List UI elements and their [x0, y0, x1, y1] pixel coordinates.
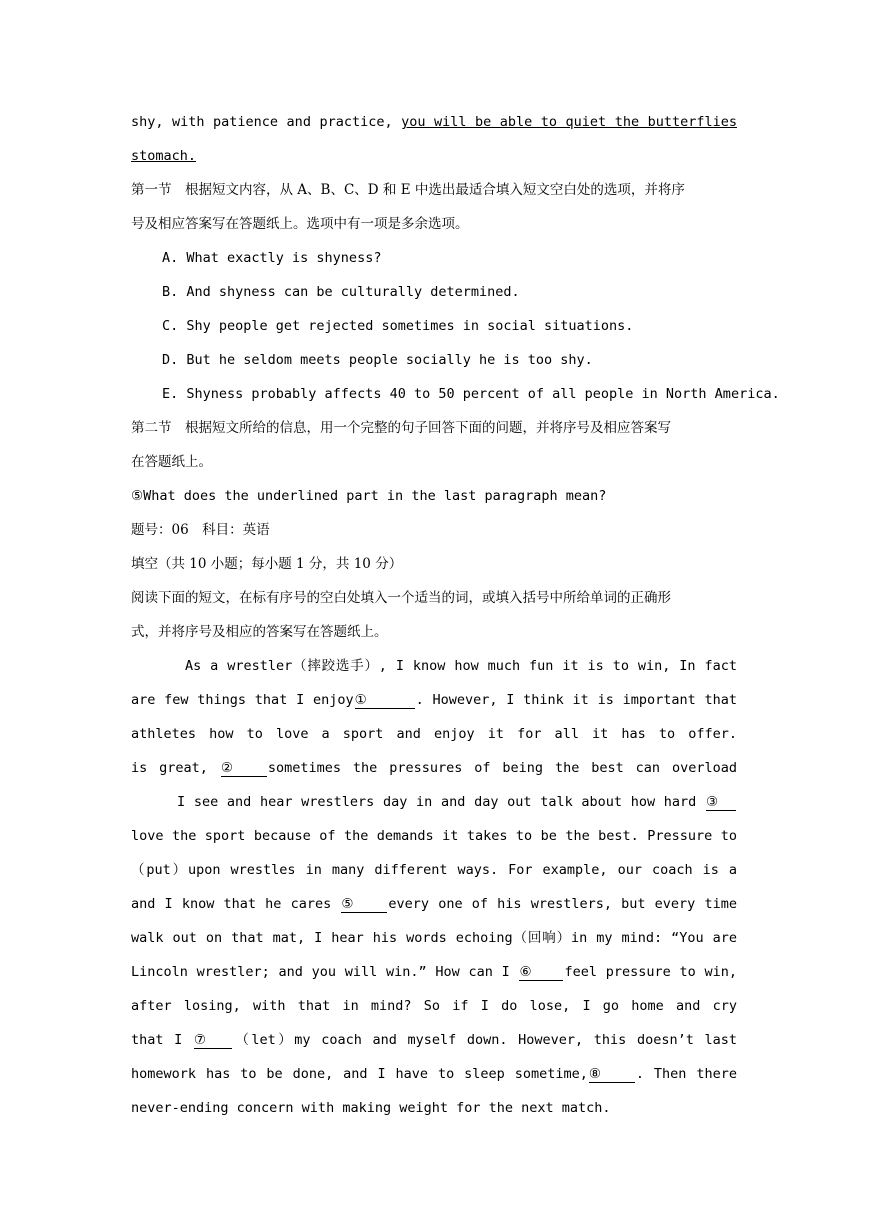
section-1-heading-cont: 号及相应答案写在答题纸上。选项中有一项是多余选项。 — [131, 216, 469, 232]
text: sometimes the pressures of being the best can overload — [267, 760, 737, 776]
text: . Then there — [635, 1066, 737, 1082]
blank-8[interactable]: ⑧ — [589, 1066, 635, 1083]
option-a: A. What exactly is shyness? — [162, 250, 382, 266]
passage-line: never-ending concern with making weight for the next match. — [131, 1100, 611, 1116]
section-2-heading: 第二节 根据短文所给的信息，用一个完整的句子回答下面的问题，并将序号及相应答案写 — [131, 420, 671, 436]
option-e: E. Shyness probably affects 40 to 50 percent of all people in North America. — [162, 386, 780, 402]
passage-line — [131, 683, 737, 717]
passage-line — [131, 105, 737, 139]
text: that I — [131, 1032, 193, 1048]
underlined-sentence-end: stomach. — [131, 148, 197, 164]
document-page — [131, 105, 780, 1125]
passage-line — [131, 1023, 737, 1057]
blank-3[interactable]: ③ — [706, 794, 736, 811]
option-c: C. Shy people get rejected sometimes in social situations. — [162, 318, 634, 334]
blank-7[interactable]: ⑦ — [194, 1032, 232, 1049]
underlined-sentence: you will be able to quiet the butterflies — [401, 114, 737, 130]
passage-line: athletes how to love a sport and enjoy it for all it has to offer. — [131, 726, 737, 742]
blank-5[interactable]: ⑤ — [341, 896, 387, 913]
passage-line: As a wrestler（摔跤选手）, I know how much fun it is to win, In fact — [185, 658, 737, 674]
question-meta: 题号：06 科目：英语 — [131, 522, 270, 538]
passage-line: walk out on that mat, I hear his words echoing（回响）in my mind: “You are — [131, 930, 737, 946]
section-2-heading-cont: 在答题纸上。 — [131, 454, 212, 470]
text: . However, I think it is important that — [415, 692, 737, 708]
blank-6[interactable]: ⑥ — [519, 964, 563, 981]
passage-line — [131, 139, 737, 173]
text: is great, — [131, 760, 220, 776]
text: Lincoln wrestler; and you will win.” How can I — [131, 964, 519, 980]
text: every one of his wrestlers, but every time — [388, 896, 737, 912]
instruction: 阅读下面的短文，在标有序号的空白处填入一个适当的词，或填入括号中所给单词的正确形 — [131, 590, 671, 606]
fill-heading: 填空（共 10 小题；每小题 1 分，共 10 分） — [131, 556, 403, 572]
passage-line — [131, 955, 737, 989]
passage-line — [131, 887, 737, 921]
passage-line: （put）upon wrestles in many different ways. For example, our coach is a — [131, 862, 737, 878]
text: （let）my coach and myself down. However, this doesn’t last — [232, 1032, 737, 1048]
text: love the sport because of the demands it takes to be the best. Pressure to — [131, 828, 737, 844]
text: shy, with patience and practice, — [131, 114, 402, 130]
option-d: D. But he seldom meets people socially he is too shy. — [162, 352, 593, 368]
blank-2[interactable]: ② — [221, 760, 267, 777]
instruction-cont: 式，并将序号及相应的答案写在答题纸上。 — [131, 624, 388, 640]
passage-line — [131, 1057, 737, 1091]
blank-1[interactable]: ① — [355, 692, 415, 709]
passage-line — [131, 751, 737, 785]
text: I see and hear wrestlers day in and day out talk about how hard — [177, 794, 705, 810]
text: feel pressure to win, — [564, 964, 737, 980]
text: and I know that he cares — [131, 896, 341, 912]
question-5: ⑤What does the underlined part in the last paragraph mean? — [131, 488, 607, 504]
passage-line — [131, 785, 737, 819]
passage-line — [131, 819, 737, 853]
text: homework has to be done, and I have to sleep sometime, — [131, 1066, 588, 1082]
section-1-heading: 第一节 根据短文内容，从 A、B、C、D 和 E 中选出最适合填入短文空白处的选项，并将序 — [131, 182, 685, 198]
passage-line: after losing, with that in mind? So if I do lose, I go home and cry — [131, 998, 737, 1014]
text: are few things that I enjoy — [131, 692, 354, 708]
option-b: B. And shyness can be culturally determined. — [162, 284, 520, 300]
